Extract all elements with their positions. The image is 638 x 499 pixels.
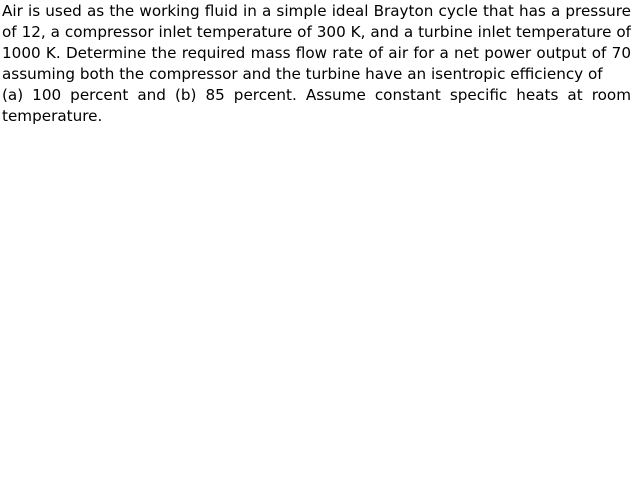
problem-line-3: 1000 K. Determine the required mass flow rate of air for a net power output of 70 <box>2 44 631 63</box>
problem-text <box>2 1 631 128</box>
problem-line-6: temperature. <box>2 107 103 126</box>
problem-line-2: of 12, a compressor inlet temperature of 300 K, and a turbine inlet temperature of <box>2 23 631 42</box>
problem-line-1: Air is used as the working fluid in a simple ideal Brayton cycle that has a pressure <box>2 2 631 20</box>
problem-line-5: (a) 100 percent and (b) 85 percent. Assume constant specific heats at room <box>2 86 631 105</box>
problem-line-4: assuming both the compressor and the turbine have an isentropic efficiency of <box>2 65 603 84</box>
